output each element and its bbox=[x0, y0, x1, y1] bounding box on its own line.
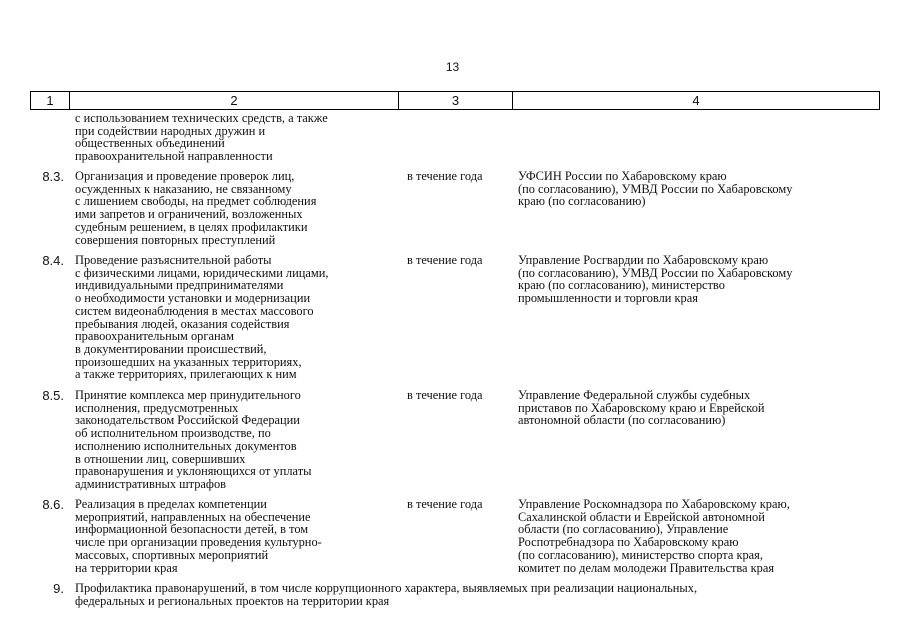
row-term: в течение года bbox=[407, 169, 483, 183]
row-activity: Проведение разъяснительной работы с физическими лицами, юридическими лицами, индивидуальными предпринимателями о необходимости установки и модернизации систем видеонаблюдения в местах массового пребывания людей, оказания содействия правоохранительным органам в документировании происшествий, произошедших на указанных территориях, а также территориях, прилегающих к ним bbox=[75, 253, 329, 382]
column-header-row bbox=[30, 91, 880, 110]
row-executors: Управление Федеральной службы судебных приставов по Хабаровскому краю и Еврейской автономной области (по согласованию) bbox=[518, 388, 765, 428]
row-executors: Управление Росгвардии по Хабаровскому краю (по согласованию), УМВД России по Хабаровскому краю (по согласованию), министерство промышленности и торговли края bbox=[518, 253, 793, 306]
row-term: в течение года bbox=[407, 253, 483, 267]
row-number: 8.3. bbox=[42, 169, 64, 184]
column-header-2: 2 bbox=[70, 92, 399, 110]
row-number: 8.5. bbox=[42, 388, 64, 403]
row-activity: Принятие комплекса мер принудительного исполнения, предусмотренных законодательством Российской Федерации об исполнительном производстве, по исполнению исполнительных документов в отношении лиц, совершивших правонарушения и уклоняющихся от уплаты административных штрафов bbox=[75, 388, 312, 491]
row-term: в течение года bbox=[407, 497, 483, 511]
column-header-4: 4 bbox=[513, 92, 880, 110]
row-executors: Управление Роскомнадзора по Хабаровскому краю, Сахалинской области и Еврейской автономной области (по согласованию), Управление Роспотребнадзора по Хабаровскому краю (по согласованию), министерство спорта края, комитет по делам молодежи Правительства края bbox=[518, 497, 790, 575]
row-number: 8.4. bbox=[42, 253, 64, 268]
row-executors: УФСИН России по Хабаровскому краю (по согласованию), УМВД России по Хабаровскому краю (по согласованию) bbox=[518, 169, 793, 209]
row-number: 8.6. bbox=[42, 497, 64, 512]
column-header-3: 3 bbox=[399, 92, 513, 110]
continuation-text: с использованием технических средств, а также при содействии народных дружин и общественных объединений правоохранительной направленности bbox=[75, 111, 328, 164]
row-activity: Реализация в пределах компетенции мероприятий, направленных на обеспечение информационной безопасности детей, в том числе при организации проведения культурно- массовых, спортивных мероприятий на территории края bbox=[75, 497, 322, 575]
section-heading: Профилактика правонарушений, в том числе коррупционного характера, выявляемых при реализации национальных, федеральных и региональных проектов на территории края bbox=[75, 581, 698, 608]
row-activity: Организация и проведение проверок лиц, осужденных к наказанию, не связанному с лишением свободы, на предмет соблюдения ими запретов и ограничений, возложенных судебным решением, в целях профилактики совершения повторных преступлений bbox=[75, 169, 317, 247]
page-number: 13 bbox=[445, 60, 460, 74]
section-number: 9. bbox=[53, 581, 64, 596]
row-term: в течение года bbox=[407, 388, 483, 402]
column-header-1: 1 bbox=[31, 92, 70, 110]
